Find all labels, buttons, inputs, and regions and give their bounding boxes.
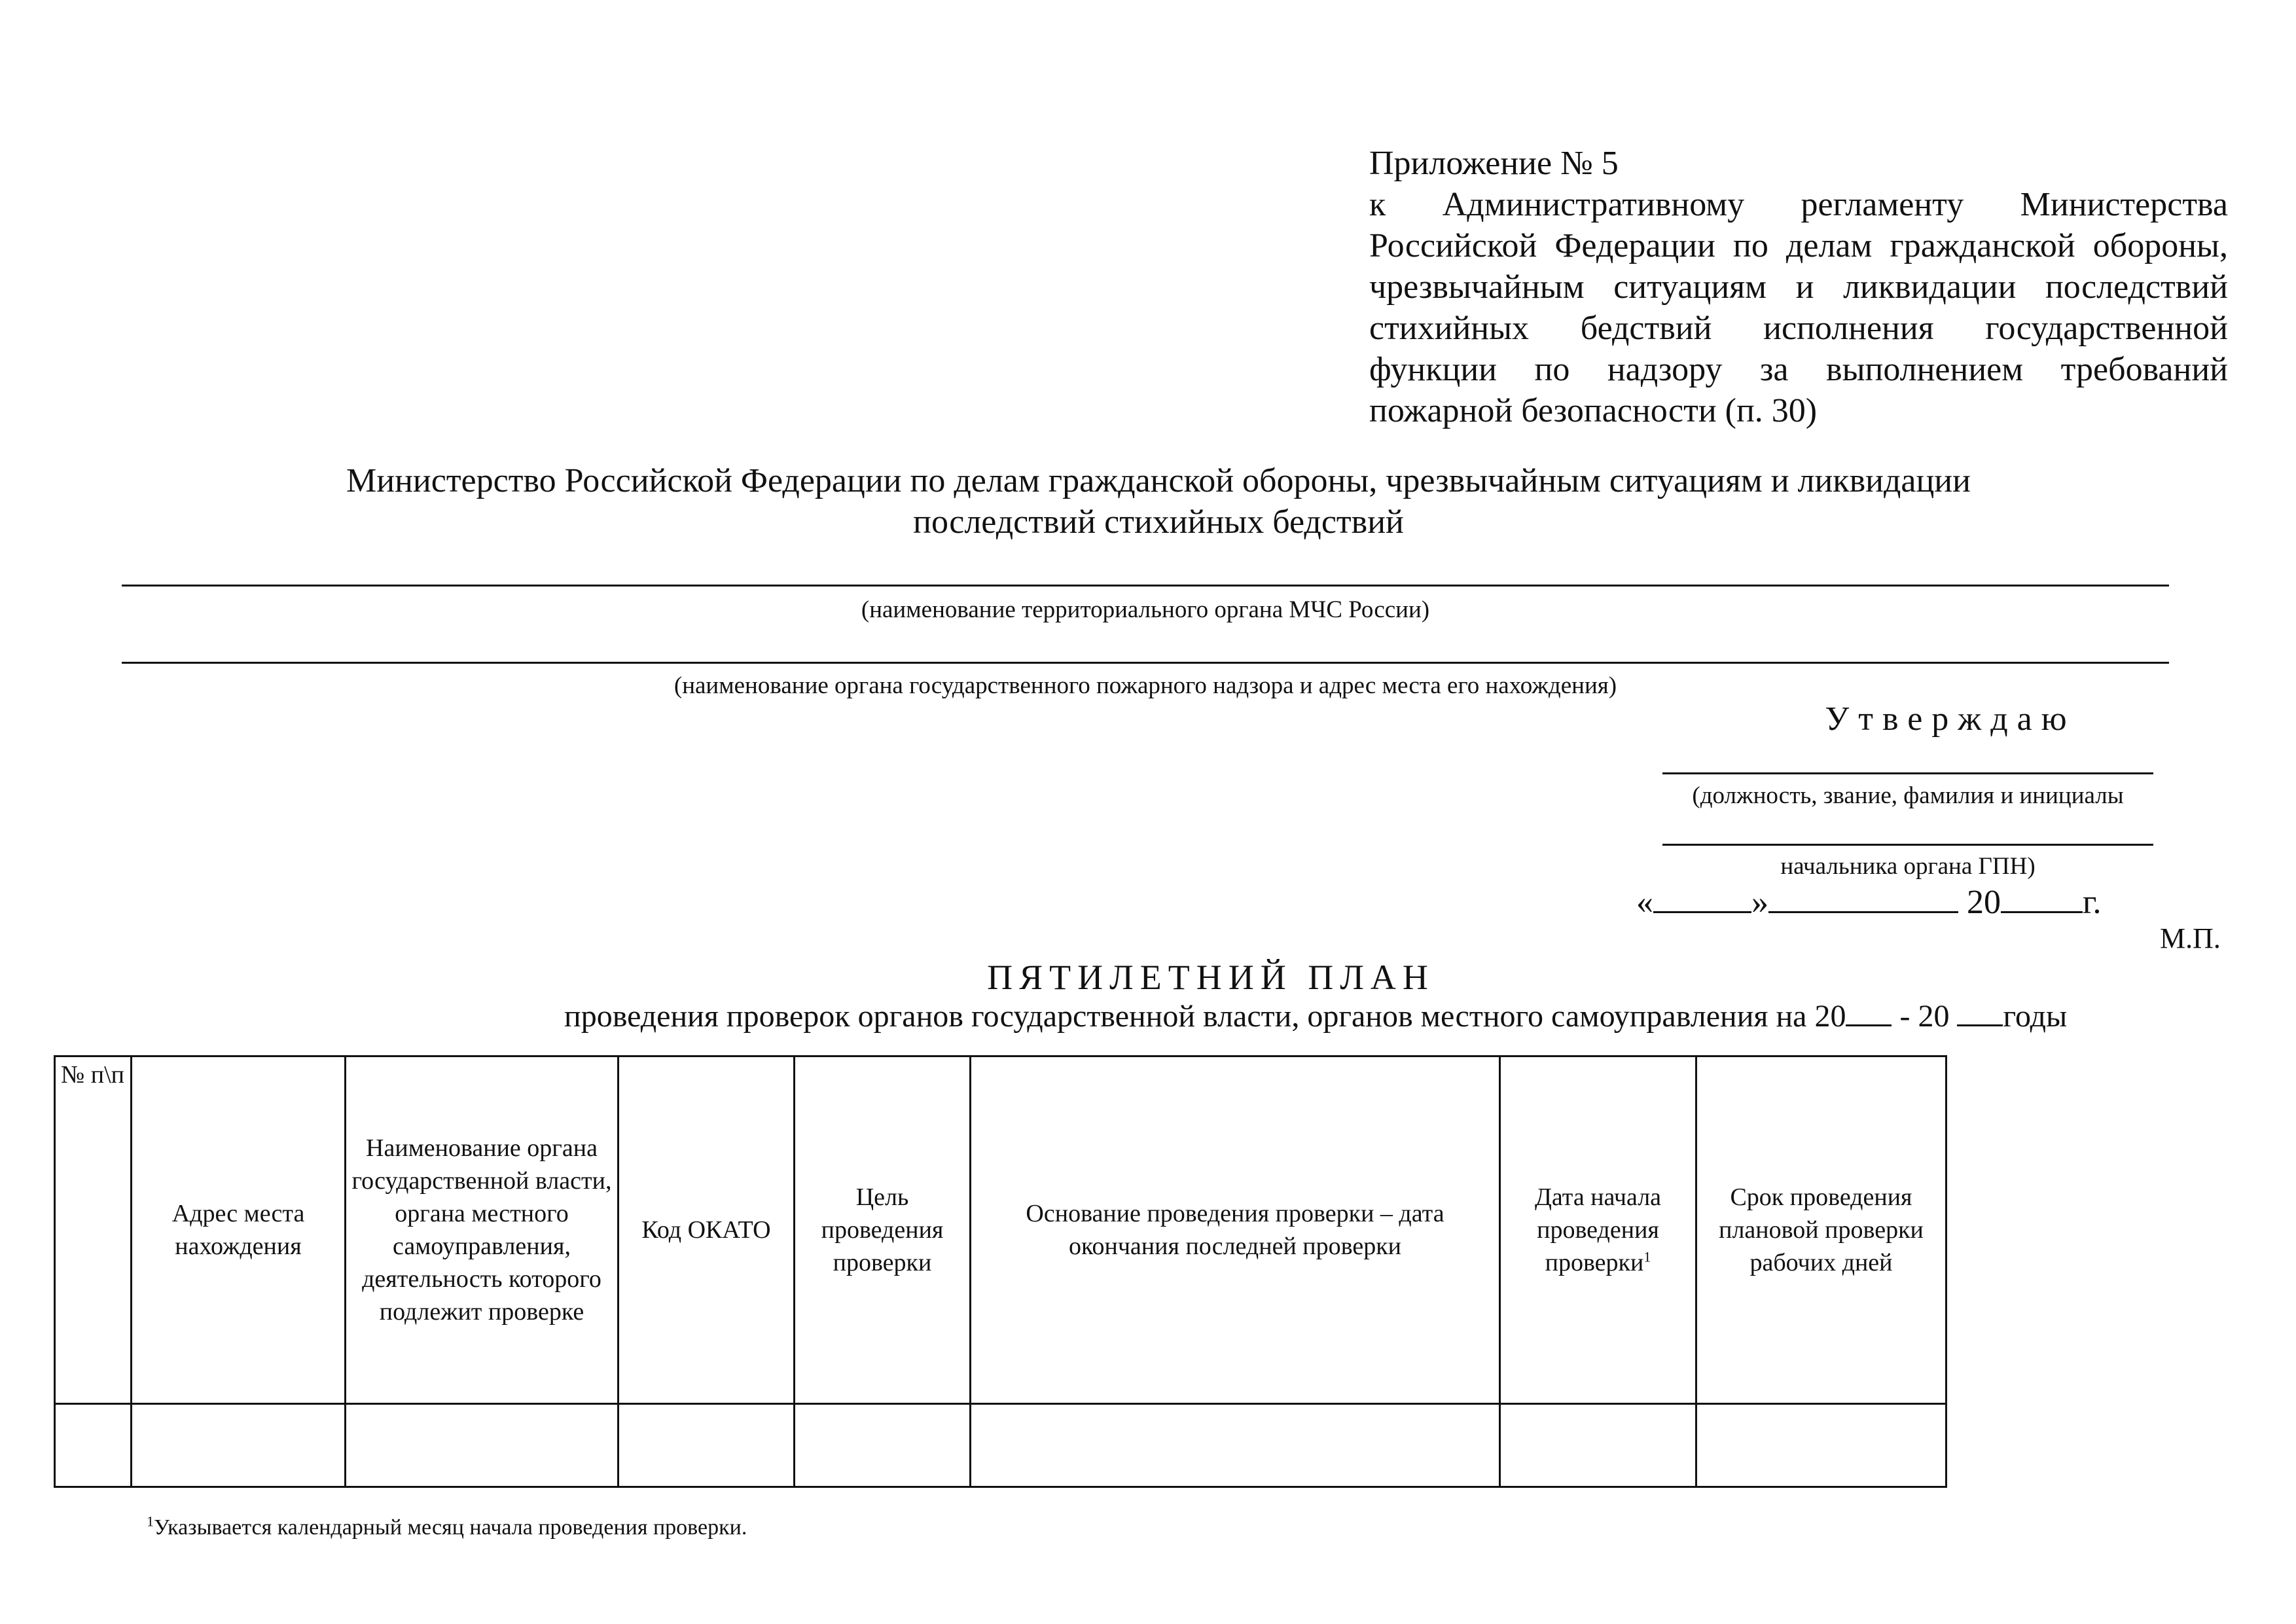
table-cell[interactable] bbox=[1500, 1404, 1696, 1487]
date-open-quote: « bbox=[1636, 884, 1653, 921]
stamp-place: М.П. bbox=[2160, 922, 2221, 954]
table-cell[interactable] bbox=[346, 1404, 619, 1487]
ministry-line-1: Министерство Российской Федерации по делам гражданской обороны, чрезвычайным ситуациям и ликвидации bbox=[346, 462, 1971, 499]
approval-word: Утверждаю bbox=[1825, 700, 2076, 738]
territorial-body-caption: (наименование территориального органа МЧС России) bbox=[861, 596, 1430, 623]
table-cell[interactable] bbox=[619, 1404, 795, 1487]
end-year-blank bbox=[1957, 998, 2003, 1026]
footnote-mark: 1 bbox=[147, 1513, 154, 1530]
fire-supervision-line bbox=[122, 662, 2169, 664]
table-cell[interactable] bbox=[971, 1404, 1500, 1487]
table-header-row bbox=[55, 1056, 1946, 1404]
plan-subtitle-text: проведения проверок органов государственной власти, органов местного самоуправления на 20 bbox=[564, 999, 1846, 1034]
date-close-quote: » bbox=[1751, 884, 1768, 921]
appendix-body: к Административному регламенту Министерства Российской Федерации по делам гражданской обороны, чрезвычайным ситуациям и ликвидации последствий стихийных бедствий исполнения государственной функции по надзору за выполнением требований пожарной безопасности (п. 30) bbox=[1369, 186, 2228, 429]
approval-caption-2: начальника органа ГПН) bbox=[1780, 853, 2036, 880]
header-purpose: Цель проведения проверки bbox=[795, 1056, 971, 1404]
year-blank bbox=[2001, 882, 2083, 913]
year-prefix: 20 bbox=[1967, 884, 2001, 921]
header-start-date-text: Дата начала проведения проверки bbox=[1534, 1183, 1662, 1276]
plan-subtitle-end: годы bbox=[2003, 999, 2068, 1034]
plan-title: ПЯТИЛЕТНИЙ ПЛАН bbox=[987, 958, 1435, 997]
ministry-heading bbox=[79, 460, 2238, 543]
approval-date-line bbox=[1636, 882, 2173, 922]
table-cell[interactable] bbox=[132, 1404, 346, 1487]
footnote bbox=[147, 1515, 747, 1540]
territorial-body-line bbox=[122, 585, 2169, 586]
approval-name-line bbox=[1662, 844, 2153, 846]
header-authority-name: Наименование органа государственной власти, органа местного самоуправления, деятельность которого подлежит проверке bbox=[346, 1056, 619, 1404]
header-duration: Срок проведения плановой проверки рабочих дней bbox=[1696, 1056, 1946, 1404]
header-start-date bbox=[1500, 1056, 1696, 1404]
month-blank bbox=[1768, 882, 1958, 913]
approval-caption-1: (должность, звание, фамилия и инициалы bbox=[1692, 782, 2124, 809]
header-okato: Код ОКАТО bbox=[619, 1056, 795, 1404]
table-row bbox=[55, 1404, 1946, 1487]
plan-table bbox=[54, 1055, 1947, 1488]
footnote-ref: 1 bbox=[1643, 1248, 1651, 1265]
fire-supervision-caption: (наименование органа государственного пожарного надзора и адрес места его нахождения) bbox=[673, 672, 1617, 699]
table-cell[interactable] bbox=[1696, 1404, 1946, 1487]
table-cell[interactable] bbox=[55, 1404, 132, 1487]
plan-subtitle-dash: - 20 bbox=[1892, 999, 1958, 1034]
header-basis: Основание проведения проверки – дата окончания последней проверки bbox=[971, 1056, 1500, 1404]
appendix-title: Приложение № 5 bbox=[1369, 145, 1619, 182]
table-cell[interactable] bbox=[795, 1404, 971, 1487]
year-suffix: г. bbox=[2083, 884, 2102, 921]
plan-subtitle bbox=[564, 998, 2067, 1034]
header-address: Адрес места нахождения bbox=[132, 1056, 346, 1404]
approval-position-line bbox=[1662, 772, 2153, 774]
header-number: № п\п bbox=[55, 1056, 132, 1404]
ministry-line-2: последствий стихийных бедствий bbox=[913, 503, 1404, 541]
day-blank bbox=[1653, 882, 1751, 913]
appendix-block bbox=[1369, 143, 2228, 431]
start-year-blank bbox=[1846, 998, 1892, 1026]
footnote-text: Указывается календарный месяц начала проведения проверки. bbox=[154, 1515, 747, 1540]
